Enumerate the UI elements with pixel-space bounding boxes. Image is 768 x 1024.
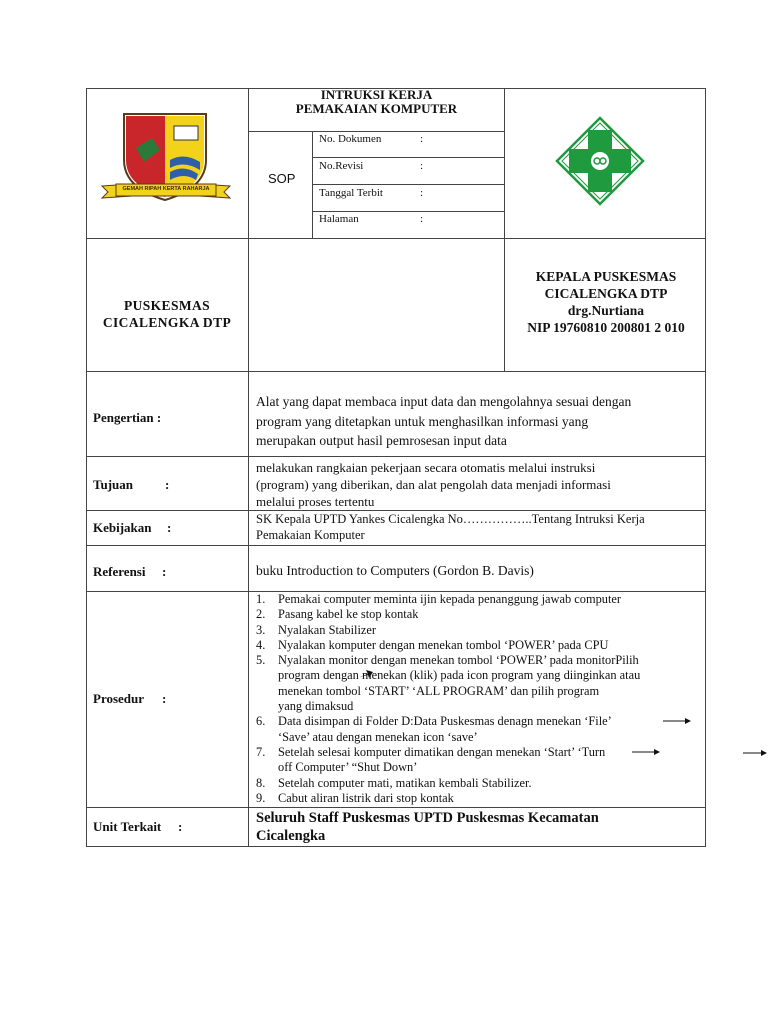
meta-label-dokumen: No. Dokumen [319, 133, 382, 145]
head-line-2: CICALENGKA DTP [544, 286, 668, 301]
pengertian-line: merupakan output hasil pemrosesan input data [256, 433, 507, 448]
unit-terkait-colon: : [178, 819, 183, 834]
meta-label-tanggal: Tanggal Terbit [319, 187, 383, 199]
unit-terkait-line: Cicalengka [256, 828, 326, 844]
step-number: 7. [256, 744, 266, 759]
pengertian-line: Alat yang dapat membaca input data dan mengolahnya sesuai dengan [256, 394, 632, 409]
meta-value-tanggal: : [420, 187, 424, 199]
meta-value-dokumen: : [420, 133, 424, 145]
document-title [249, 88, 504, 116]
org-line-2: CICALENGKA DTP [102, 315, 232, 330]
step-line: Setelah selesai komputer dimatikan dengan menekan ‘Start’ ‘Turn [278, 744, 606, 759]
regency-logo [96, 108, 236, 206]
step-line: menekan tombol ‘START’ ‘ALL PROGRAM’ dan pilih program [278, 683, 600, 698]
pengertian-line: program yang ditetapkan untuk menghasilkan informasi yang [256, 413, 589, 429]
procedure-step [256, 776, 711, 791]
step-number: 9. [256, 790, 266, 805]
step-line: Cabut aliran listrik dari stop kontak [278, 790, 454, 805]
logo-banner-text: GEMAH RIPAH KERTA RAHARJA [122, 186, 210, 192]
step-line: off Computer’ “Shut Down’ [278, 760, 418, 775]
tujuan-colon: : [165, 477, 170, 492]
procedure-step [256, 653, 711, 714]
sop-label: SOP [268, 171, 296, 186]
unit-terkait-label: Unit Terkait [93, 819, 162, 834]
step-line: yang dimaksud [278, 699, 354, 714]
step-line: Nyalakan komputer dengan menekan tombol ‘POWER’ pada CPU [278, 637, 609, 652]
step-line: Data disimpan di Folder D:Data Puskesmas denagn menekan ‘File’ [278, 714, 612, 729]
tujuan-text [256, 459, 611, 510]
procedure-step [256, 607, 711, 622]
meta-label-revisi: No.Revisi [319, 160, 364, 172]
step-number: 2. [256, 607, 266, 622]
tujuan-line: melakukan rangkaian pekerjaan secara otomatis melalui instruksi [256, 460, 596, 475]
unit-terkait-line: Seluruh Staff Puskesmas UPTD Puskesmas Kecamatan [256, 810, 599, 826]
step-number: 6. [256, 714, 266, 729]
kebijakan-colon: : [167, 520, 172, 535]
tujuan-label: Tujuan [93, 477, 133, 492]
puskesmas-logo [555, 116, 645, 206]
step-number: 3. [256, 622, 266, 637]
title-line-1: INTRUKSI KERJA [320, 87, 433, 102]
head-of-office [506, 268, 706, 336]
head-name: drg.Nurtiana [567, 303, 645, 318]
meta-value-halaman: : [420, 213, 424, 225]
procedure-step [256, 592, 711, 607]
kebijakan-line: SK Kepala UPTD Yankes Cicalengka No……………..Tentang Intruksi Kerja [256, 512, 645, 526]
tujuan-line: (program) yang diberikan, dan alat pengolah data menjadi informasi [256, 477, 611, 492]
prosedur-colon: : [162, 691, 167, 706]
step-number: 8. [256, 775, 266, 790]
head-line-1: KEPALA PUSKESMAS [535, 269, 677, 284]
procedure-list [256, 592, 711, 806]
kebijakan-label: Kebijakan [93, 520, 152, 535]
kebijakan-text [256, 512, 645, 543]
meta-label-halaman: Halaman [319, 213, 359, 225]
kebijakan-line: Pemakaian Komputer [256, 527, 365, 542]
procedure-step [256, 791, 711, 806]
org-line-1: PUSKESMAS [123, 298, 211, 313]
procedure-step [256, 638, 711, 653]
step-number: 1. [256, 592, 266, 606]
pengertian-label: Pengertian : [93, 410, 162, 425]
step-line: Pemakai computer meminta ijin kepada penanggung jawab computer [278, 592, 622, 606]
referensi-label: Referensi [93, 564, 146, 579]
step-number: 5. [256, 653, 266, 668]
arrow-right-icon [663, 717, 691, 725]
step-number: 4. [256, 637, 266, 652]
title-line-2: PEMAKAIAN KOMPUTER [295, 101, 458, 116]
tujuan-line: melalui proses tertentu [256, 494, 375, 509]
step-line: Pasang kabel ke stop kontak [278, 607, 419, 622]
pengertian-text [256, 392, 631, 451]
prosedur-label: Prosedur [93, 691, 145, 706]
step-line: ‘Save’ atau dengan menekan icon ‘save’ [278, 729, 478, 744]
referensi-colon: : [162, 564, 167, 579]
arrow-right-icon [632, 748, 660, 756]
arrow-right-icon [743, 749, 767, 757]
step-line: Setelah computer mati, matikan kembali Stabilizer. [278, 775, 532, 790]
referensi-text: buku Introduction to Computers (Gordon B. Davis) [256, 563, 534, 578]
meta-value-revisi: : [420, 160, 424, 172]
head-nip: NIP 19760810 200801 2 010 [527, 320, 685, 335]
arrow-right-icon [359, 670, 373, 680]
step-line: program dengan menekan (klik) pada icon program yang diinginkan atau [278, 668, 641, 683]
step-line: Nyalakan Stabilizer [278, 622, 377, 637]
procedure-step [256, 623, 711, 638]
procedure-step [256, 714, 711, 745]
org-name [88, 297, 246, 331]
step-line: Nyalakan monitor dengan menekan tombol ‘POWER’ pada monitorPilih [278, 653, 639, 668]
unit-terkait-text [256, 809, 696, 845]
